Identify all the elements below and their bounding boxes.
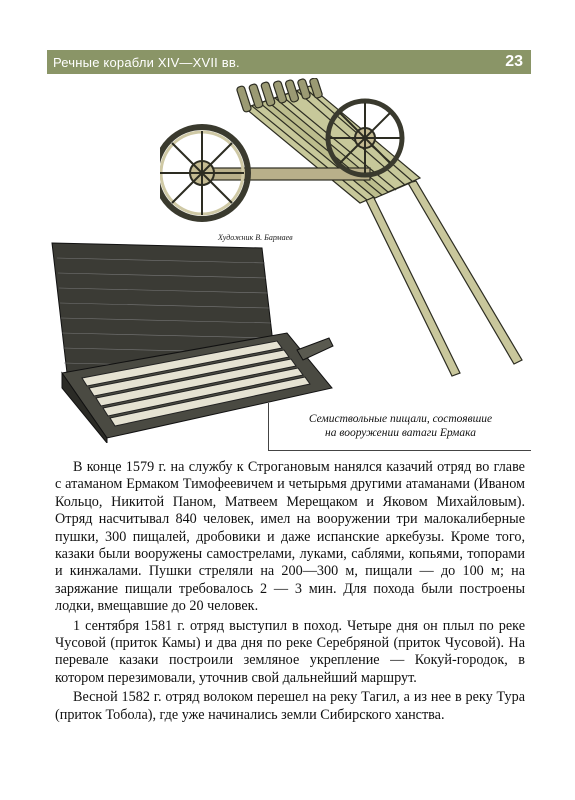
paragraph: Весной 1582 г. отряд волоком перешел на реку Тагил, а из нее в реку Тура (приток Тобола), где уже начинались земли Сибирского ханства. xyxy=(55,689,525,723)
caption-line-2: на вооружении ватаги Ермака xyxy=(325,427,476,439)
caption-line-1: Семиствольные пищали, состоявшие xyxy=(308,413,493,425)
body-text xyxy=(55,459,525,724)
paragraph: 1 сентября 1581 г. отряд выступил в поход. Четыре дня он плыл по реке Чусовой (приток Камы) и два дня по реке Серебряной (приток Чусовой). На перевале казаки построили земляное укрепление — Кокуй-городок, в котором перезимовали, уточнив свой дальнейший маршрут. xyxy=(55,617,525,686)
page-number: 23 xyxy=(505,53,523,70)
figure-caption xyxy=(278,412,523,440)
running-header xyxy=(47,50,531,74)
paragraph: В конце 1579 г. на службу к Строгановым нанялся казачий отряд во главе с атаманом Ермаком Тимофеевичем и четырьмя другими атаманами (Иваном Кольцо, Никитой Паном, Матвеем Мерещаком и Яковом Михайловым). Отряд насчитывал 840 человек, имел на вооружении три малокалиберные пушки, 300 пищалей, дробовики и даже испанские аркебузы. Кроме того, казаки были вооружены самострелами, луками, саблями, копьями, топорами и кинжалами. Пушки стреляли на 200—300 м, пищали — до 100 м; на заряжание пищали требовалось 2 — 3 мин. Для похода были построены лодки, вмещавшие до 20 человек. xyxy=(55,459,525,615)
running-title: Речные корабли XIV—XVII вв. xyxy=(53,54,240,70)
artist-credit: Художник В. Бармаев xyxy=(218,233,293,242)
